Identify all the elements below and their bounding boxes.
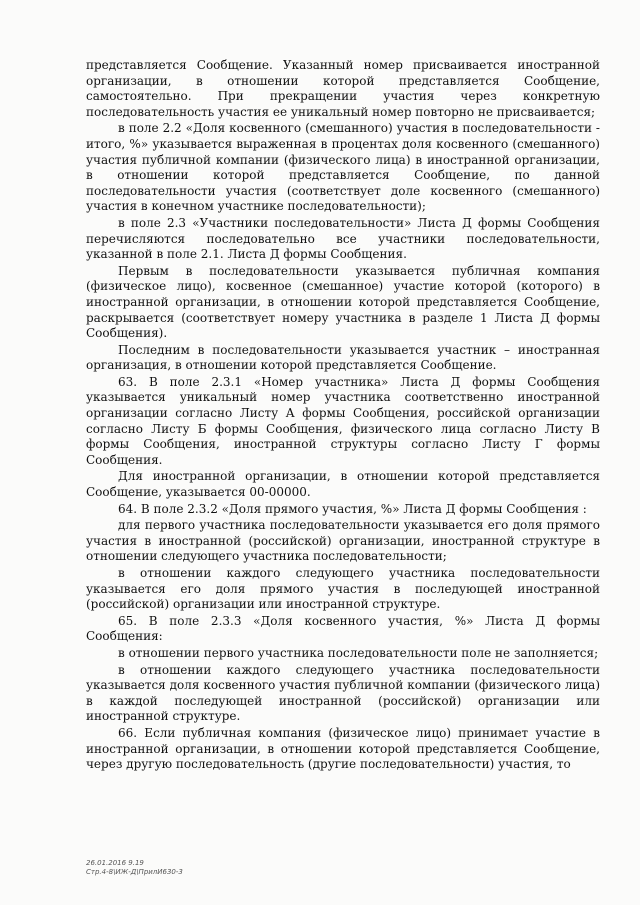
- paragraph: 63. В поле 2.3.1 «Номер участника» Листа Д формы Сообщения указывается уникальный номер участника соответственно иностранной организации согласно Листу А формы Сообщения, российской организации согласно Листу Б формы Сообщения, физического лица согласно Листу В формы Сообщения, иностранной структуры согласно Листу Г формы Сообщения.: [86, 374, 600, 467]
- paragraph: в отношении каждого следующего участника последовательности указывается доля косвенного участия публичной компании (физического лица) в каждой последующей иностранной (российской) организации или иностранной структуре.: [86, 662, 600, 724]
- paragraph: в отношении первого участника последовательности поле не заполняется;: [118, 645, 599, 660]
- paragraph: Последним в последовательности указывается участник – иностранная организация, в отношении которой представляется Сообщение.: [86, 342, 600, 373]
- page-footer: [86, 859, 183, 877]
- paragraph: в поле 2.2 «Доля косвенного (смешанного) участия в последовательности - итого, %» указывается выраженная в процентах доля косвенного (смешанного) участия публичной компании (физического лица) в иностранной организации, в отношении которой представляется Сообщение, по данной последовательности участия (соответствует доле косвенного (смешанного) участия в конечном участнике последовательности);: [86, 121, 600, 214]
- paragraph: представляется Сообщение. Указанный номер присваивается иностранной организации, в отношении которой представляется Сообщение, самостоятельно. При прекращении участия через конкретную последовательность участия ее уникальный номер повторно не присваивается;: [86, 58, 600, 119]
- paragraph: Для иностранной организации, в отношении которой представляется Сообщение, указывается 00-00000.: [86, 469, 600, 500]
- footer-file-path: Стр.4-8\ИЖ-Д\ПрилИ630-3: [86, 868, 183, 876]
- paragraph: для первого участника последовательности указывается его доля прямого участия в иностранной (российской) организации, иностранной структуре в отношении следующего участника последовательности;: [86, 518, 600, 564]
- paragraph: 64. В поле 2.3.2 «Доля прямого участия, %» Листа Д формы Сообщения :: [118, 501, 587, 516]
- footer-date: 26.01.2016 9.19: [86, 859, 144, 867]
- paragraph: в поле 2.3 «Участники последовательности» Листа Д формы Сообщения перечисляются последовательно все участники последовательности, указанной в поле 2.1. Листа Д формы Сообщения.: [86, 215, 600, 262]
- paragraph: 66. Если публичная компания (физическое лицо) принимает участие в иностранной организации, в отношении которой представляется Сообщение, через другую последовательность (другие последовательности) участия, то: [86, 725, 600, 772]
- paragraph: Первым в последовательности указывается публичная компания (физическое лицо), косвенное (смешанное) участие которой (которого) в иностранной организации, в отношении которой представляется Сообщение, раскрывается (соответствует номеру участника в разделе 1 Листа Д формы Сообщения).: [86, 263, 600, 341]
- document-body: [86, 58, 600, 774]
- paragraph: 65. В поле 2.3.3 «Доля косвенного участия, %» Листа Д формы Сообщения:: [86, 613, 600, 644]
- paragraph: в отношении каждого следующего участника последовательности указывается его доля прямого участия в последующей иностранной (российской) организации или иностранной структуре.: [86, 566, 600, 612]
